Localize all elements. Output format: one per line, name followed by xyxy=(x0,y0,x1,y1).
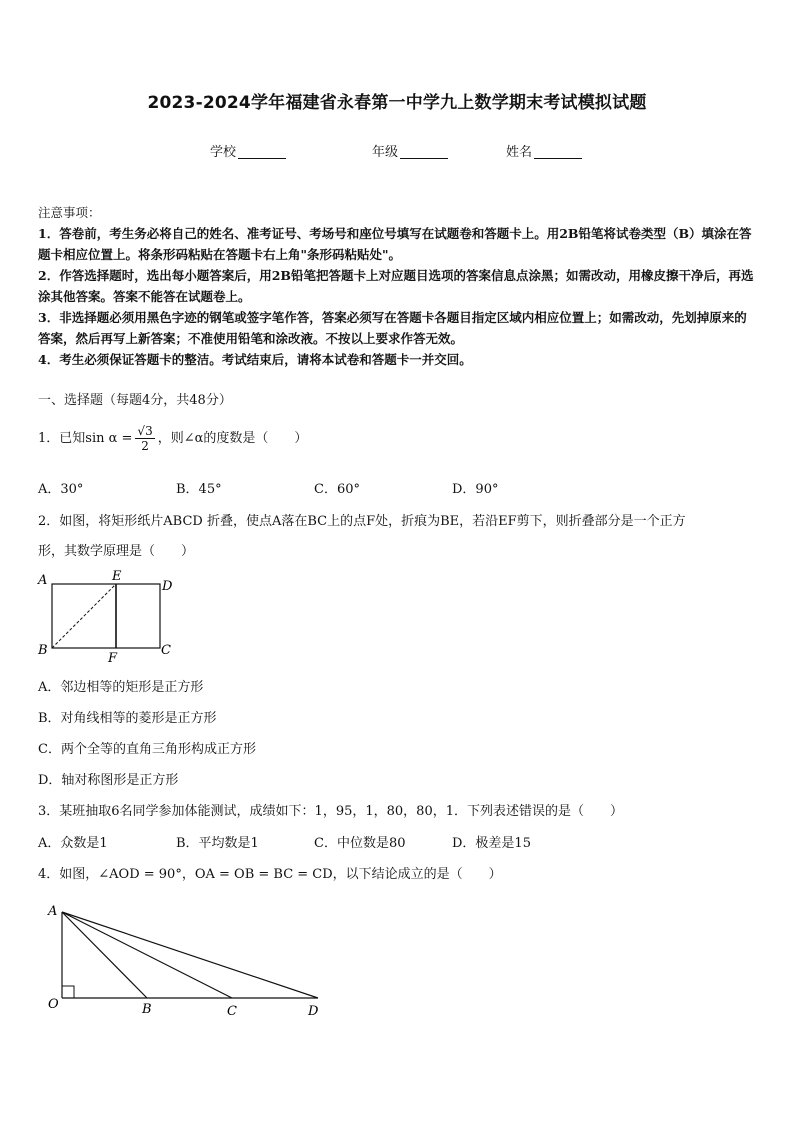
grade-field xyxy=(372,141,448,160)
question-4: 4．如图，∠AOD = 90°，OA = OB = BC = CD，以下结论成立的是（ ） xyxy=(38,867,502,882)
q4-triangle-figure xyxy=(40,896,340,1024)
segment-ad xyxy=(62,912,318,998)
name-field xyxy=(506,141,582,160)
segment-ab xyxy=(62,912,147,998)
note-2: 2．作答选择题时，选出每小题答案后，用2B铅笔把答题卡上对应题目选项的答案信息点涂黑；如需改动，用橡皮擦干净后，再选涂其他答案。答案不能答在试题卷上。 xyxy=(38,268,754,304)
label-o: O xyxy=(48,997,59,1012)
segment-ac xyxy=(62,912,232,998)
school-label: 学校 xyxy=(210,145,237,160)
q1-frac-num: √3 xyxy=(137,424,153,438)
label-b: B xyxy=(38,643,48,658)
label-d: D xyxy=(162,579,173,594)
page-title: 2023-2024学年福建省永春第一中学九上数学期末考试模拟试题 xyxy=(147,93,647,113)
section-heading: 一、选择题（每题4分，共48分） xyxy=(38,393,232,408)
q2-line-2: 形，其数学原理是（ ） xyxy=(38,544,195,559)
q1-frac-den: 2 xyxy=(141,439,149,453)
q2-rectangle-figure xyxy=(30,568,190,664)
q3-option-d: D．极差是15 xyxy=(452,836,531,851)
label-f: F xyxy=(108,651,118,664)
q1-option-a: A．30° xyxy=(38,482,84,497)
q2-option-c: C．两个全等的直角三角形构成正方形 xyxy=(38,742,256,757)
q3-option-a: A．众数是1 xyxy=(38,836,108,851)
label-a: A xyxy=(38,573,48,588)
q3-option-c: C．中位数是80 xyxy=(314,836,406,851)
right-angle-mark xyxy=(62,986,74,998)
q3-option-b: B．平均数是1 xyxy=(176,836,259,851)
q2-option-a: A．邻边相等的矩形是正方形 xyxy=(38,680,204,695)
fold-line-be xyxy=(52,584,116,648)
q1-option-b: B．45° xyxy=(176,482,222,497)
grade-blank xyxy=(400,144,448,159)
q1-prefix: 1．已知sin α = xyxy=(38,431,133,446)
label-d: D xyxy=(308,1004,319,1019)
note-1: 1．答卷前，考生务必将自己的姓名、准考证号、考场号和座位号填写在试题卷和答题卡上。用2B铅笔将试卷类型（B）填涂在答题卡相应位置上。将条形码粘贴在答题卡右上角"条形码粘贴处"。 xyxy=(38,226,752,262)
q1-option-c: C．60° xyxy=(314,482,360,497)
q2-option-d: D．轴对称图形是正方形 xyxy=(38,773,179,788)
question-1 xyxy=(38,422,307,456)
label-a: A xyxy=(48,904,58,919)
label-b: B xyxy=(142,1002,152,1017)
name-blank xyxy=(534,144,582,159)
note-3: 3．非选择题必须用黑色字迹的钢笔或签字笔作答，答案必须写在答题卡各题目指定区域内相应位置上；如需改动，先划掉原来的答案，然后再写上新答案；不准使用铅笔和涂改液。不按以上要求作答无效。 xyxy=(38,310,747,346)
school-field xyxy=(210,141,286,160)
q2-option-b: B．对角线相等的菱形是正方形 xyxy=(38,711,217,726)
label-c: C xyxy=(161,643,171,658)
q2-line-1: 2．如图，将矩形纸片ABCD 折叠，使点A落在BC上的点F处，折痕为BE，若沿EF剪下，则折叠部分是一个正方 xyxy=(38,514,686,529)
label-e: E xyxy=(112,569,122,584)
question-3: 3．某班抽取6名同学参加体能测试，成绩如下：1，95，1，80，80，1．下列表述错误的是（ ） xyxy=(38,804,623,819)
q1-fraction xyxy=(135,424,154,453)
note-4: 4．考生必须保证答题卡的整洁。考试结束后，请将本试卷和答题卡一并交回。 xyxy=(38,352,472,367)
q1-option-d: D．90° xyxy=(452,482,499,497)
grade-label: 年级 xyxy=(372,145,399,160)
notes-block xyxy=(38,202,758,370)
name-label: 姓名 xyxy=(506,145,533,160)
q1-suffix: ，则∠α的度数是（ ） xyxy=(157,431,308,446)
label-c: C xyxy=(227,1004,237,1019)
notes-heading: 注意事项： xyxy=(38,205,101,220)
school-blank xyxy=(238,144,286,159)
